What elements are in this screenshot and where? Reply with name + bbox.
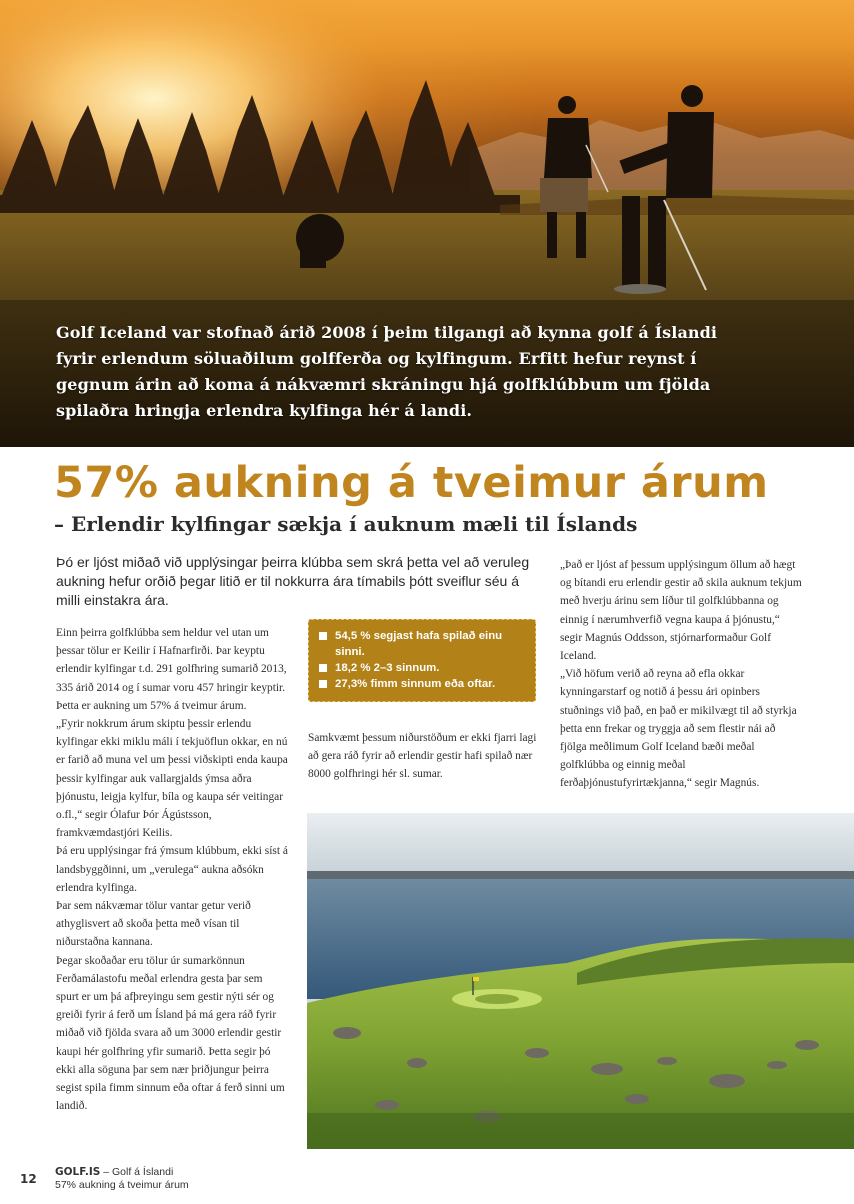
article-column-3 [560, 556, 804, 793]
article-headline: 57% aukning á tveimur árum [54, 458, 769, 508]
article-column-1 [56, 624, 288, 1115]
paragraph: Einn þeirra golfklúbba sem heldur vel utan um þessar tölur er Keilir í Hafnarfirði. Þar keyptu erlendir kylfingar t.d. 291 golfhring sumarið 2013, 335 árið 2014 og í sumar voru 457 hringir keyptir. Þetta er aukning um 57% á tveimur árum. [56, 627, 287, 712]
coastal-golf-course-illustration [307, 813, 854, 1149]
paragraph: Þar sem nákvæmar tölur vantar getur verið athyglisvert að skoða þetta með vísan til niðurstaðna kannana. [56, 900, 251, 949]
page-number: 12 [20, 1172, 37, 1186]
hero-caption: Golf Iceland var stofnað árið 2008 í þeim tilgangi að kynna golf á Íslandi fyrir erlendum söluaðilum golfferða og kylfingum. Erfitt hefur reynst í gegnum árin að koma á nákvæmri skráningu hjá golfklúbbum um fjölda spilaðra hringja erlendra kylfinga hér á landi. [56, 323, 718, 420]
paragraph: „Það er ljóst af þessum upplýsingum öllum að hægt og bítandi eru erlendir gestir að skila auknum tekjum með hverju árinu sem líður til golfklúbbanna og einnig í nærumhverfið vegna kaupa á þjónustu,“ segir Magnús Oddsson, stjórnarformaður Golf Iceland. [560, 559, 802, 663]
footer-brand-line [55, 1166, 189, 1179]
paragraph: „Fyrir nokkrum árum skiptu þessir erlendu kylfingar ekki miklu máli í tekjuöflun okkar, en nú er farið að muna vel um þessi viðskipti enda kaupa þessir kylfingar auk vallargjalds ýmsa aðra þjónustu, leigja kylfur, bíla og kaupa sér veitingar o.fl.,“ segir Ólafur Þór Ágústsson, framkvæmdastjóri Keilis. [56, 718, 288, 840]
paragraph: Þegar skoðaðar eru tölur úr sumarkönnun Ferðamálastofu meðal erlendra gesta þar sem spurt er um þá afþreyingu sem gestir nýti sér og greiði fyrir á ferð um Ísland þá má gera ráð fyrir miðað við fjölda svara að um 3000 erlendir gestir kaupi hér golfhring yfir sumarið. Þetta segir þó ekki alla söguna þar sem nær þriðjungur þeirra segist spila fimm sinnum eða oftar á ferð sinni um landið. [56, 954, 285, 1113]
golf-course-photo [307, 813, 854, 1149]
stats-item: 27,3% fimm sinnum eða oftar. [317, 676, 527, 692]
paragraph: Þá eru upplýsingar frá ýmsum klúbbum, ekki síst á landsbyggðinni, um „verulega“ aukna aðsókn erlendra kylfinga. [56, 845, 288, 894]
stats-item: 18,2 % 2–3 sinnum. [317, 660, 527, 676]
stats-list [317, 628, 527, 692]
page-footer [55, 1166, 189, 1192]
article-subheadline: – Erlendir kylfingar sækja í auknum mæli til Íslands [54, 512, 638, 536]
footer-title: 57% aukning á tveimur árum [55, 1179, 189, 1191]
stats-item: 54,5 % segjast hafa spilað einu sinni. [317, 628, 527, 660]
paragraph: „Við höfum verið að reyna að efla okkar kynningarstarf og notið á þessu ári opinbers stuðnings við það, en það er mikilvægt til að styrkja þetta enn frekar og tryggja að sem flestir nái að fjölga meðlimum Golf Iceland bæði meðal golfklúbba og einnig meðal ferðaþjónustufyrirtækjanna,“ segir Magnús. [560, 668, 797, 790]
stats-factbox [308, 619, 536, 702]
hero-photo [0, 0, 854, 447]
article-lead: Þó er ljóst miðað við upplýsingar þeirra klúbba sem skrá þetta vel að veruleg aukning hefur orðið þegar litið er til nokkurra ára tímabils þótt sveiflur séu á milli einstakra ára. [56, 554, 530, 608]
paragraph: Samkvæmt þessum niðurstöðum er ekki fjarri lagi að gera ráð fyrir að erlendir gestir hafi spilað nær 8000 golfhringi hér sl. sumar. [308, 732, 537, 781]
footer-brand: GOLF.IS [55, 1166, 101, 1178]
article-column-2 [308, 729, 540, 784]
footer-section: – Golf á Íslandi [100, 1166, 174, 1178]
